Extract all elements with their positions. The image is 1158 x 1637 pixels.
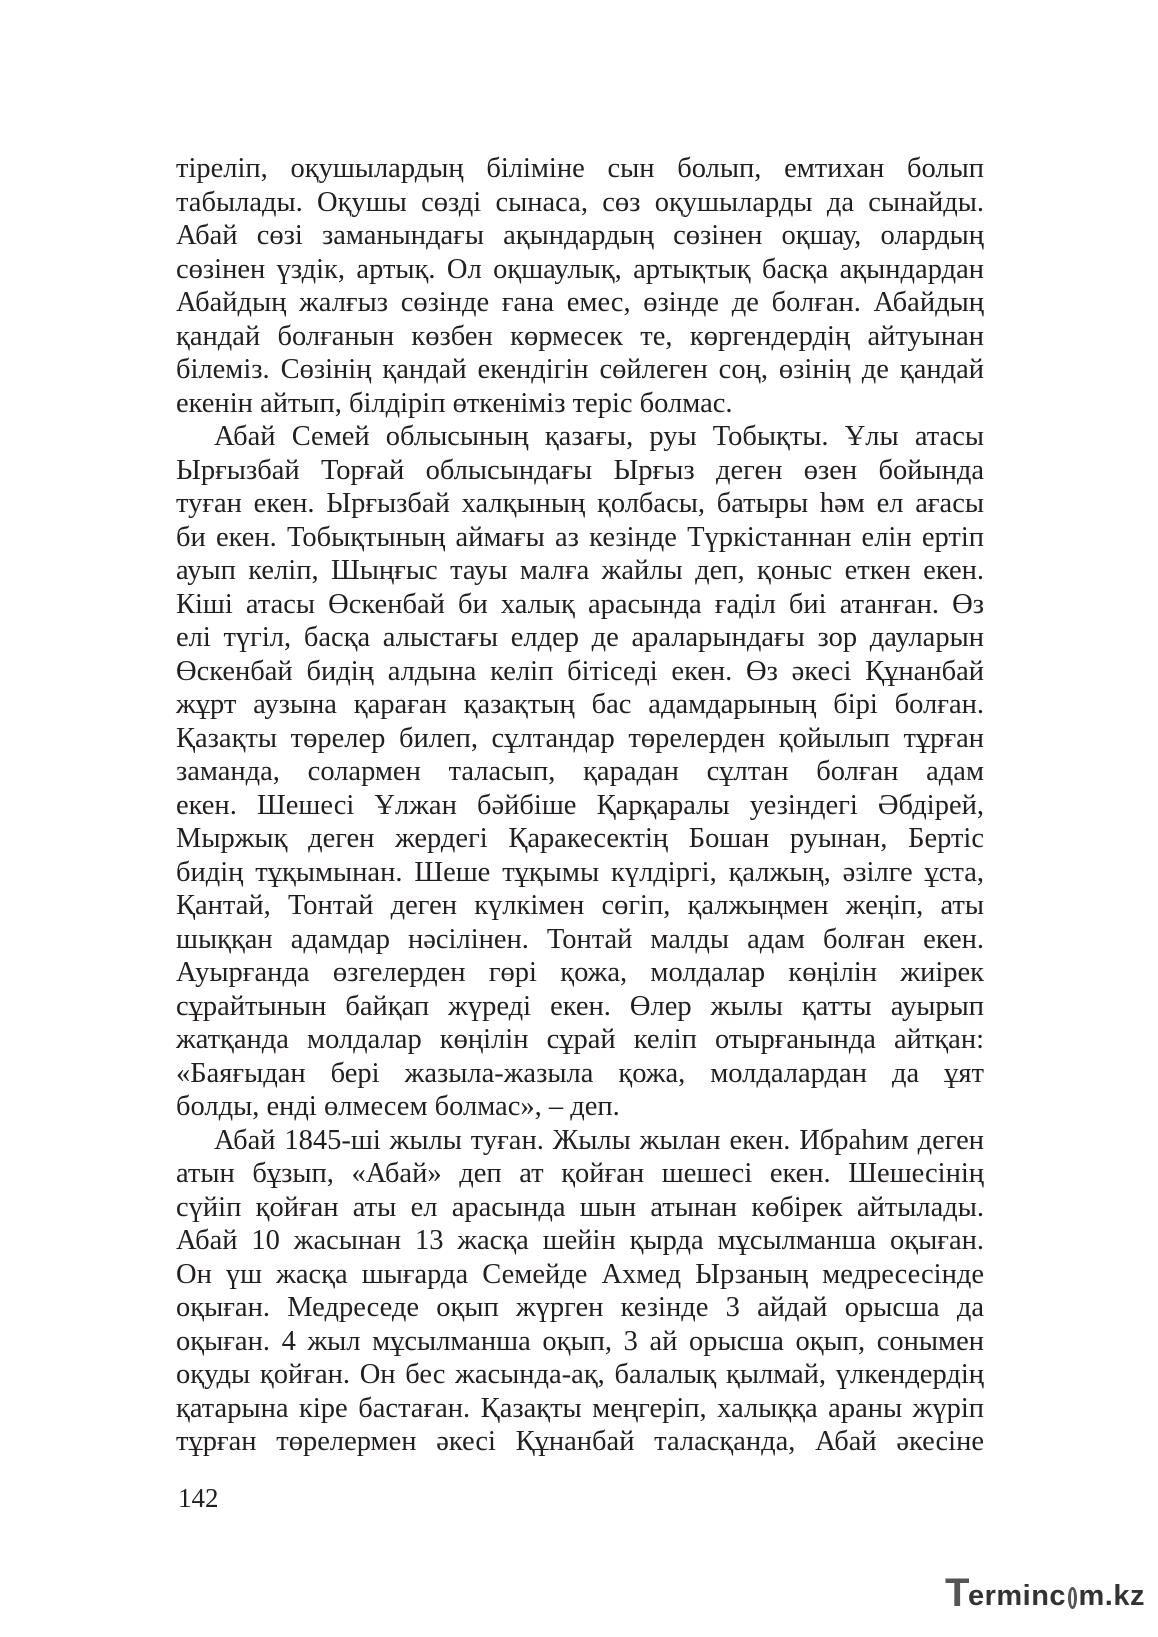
text-line: туған екен. Ырғызбай халқының қолбасы, батыры һәм ел ағасы	[176, 488, 984, 519]
text-line: Абай Семей облысының қазағы, руы Тобықты. Ұлы атасы	[214, 421, 984, 452]
text-line: Он үш жасқа шығарда Семейде Ахмед Ырзаның медресесінде	[176, 1258, 984, 1290]
text-line: оқыған. Медреседе оқып жүрген кезінде 3 айдай орысша да	[176, 1292, 984, 1323]
text-line: оқуды қойған. Он бес жасында-ақ, балалық қылмай, үлкендердің	[176, 1359, 984, 1390]
text-line: заманда, солармен таласып, қарадан сұлтан болған адам	[176, 756, 984, 787]
text-line: табылады. Оқушы сөзді сынаса, сөз оқушыларды да сынайды.	[176, 186, 984, 218]
text-line: сөзінен үздік, артық. Ол оқшаулық, артықтық басқа ақындардан	[176, 253, 984, 285]
text-line: жұрт аузына қараған қазақтың бас адамдарының бірі болған.	[176, 689, 984, 720]
watermark-text-part: erminc	[967, 1579, 1067, 1612]
watermark-o-icon	[1068, 1587, 1076, 1609]
text-line: «Баяғыдан бері жазыла-жазыла қожа, молдалардан да ұят	[176, 1057, 984, 1089]
text-line: қатарына кіре бастаған. Қазақты меңгеріп, халыққа араны жүріп	[176, 1392, 984, 1424]
text-line: Қантай, Тонтай деген күлкімен сөгіп, қалжыңмен жеңіп, аты	[176, 890, 984, 921]
text-line: бидің тұқымынан. Шеше тұқымы күлдіргі, қалжың, әзілге ұста,	[176, 856, 984, 888]
text-line: тіреліп, оқушылардың біліміне сын болып, емтихан болып	[176, 153, 984, 184]
text-line: Кіші атасы Өскенбай би халық арасында ғаділ биі атанған. Өз	[176, 588, 984, 620]
watermark-initial: T	[945, 1570, 970, 1615]
text-line: Абайдың жалғыз сөзінде ғана емес, өзінде де болған. Абайдың	[176, 287, 984, 318]
text-line: Мыржық деген жердегі Қаракесектің Бошан руынан, Бертіс	[176, 823, 984, 854]
text-line: білеміз. Сөзінің қандай екендігін сөйлеген соң, өзінің де қандай	[176, 354, 984, 385]
text-line: Өскенбай бидің алдына келіп бітіседі екен. Өз әкесі Құнанбай	[176, 655, 984, 687]
text-line: елі түгіл, басқа алыстағы елдер де араларындағы зор дауларын	[176, 622, 984, 653]
text-line: қандай болғанын көзбен көрмесек те, көргендердің айтуынан	[176, 320, 984, 352]
text-line: Абай сөзі заманындағы ақындардың сөзінен оқшау, олардың	[176, 220, 984, 251]
watermark-logo[interactable]	[945, 1571, 1145, 1621]
text-line: жатқанда молдалар көңілін сұрай келіп отырғанында айтқан:	[176, 1024, 984, 1055]
page-number: 142	[178, 1483, 219, 1513]
text-line: оқыған. 4 жыл мұсылманша оқып, 3 ай орысша оқып, сонымен	[176, 1325, 984, 1357]
text-line: болды, енді өлмесем болмас», – деп.	[176, 1091, 620, 1122]
text-line: тұрған төрелермен әкесі Құнанбай таласқанда, Абай әкесіне	[176, 1426, 984, 1457]
text-line: Абай 10 жасынан 13 жасқа шейін қырда мұсылманша оқыған.	[176, 1225, 984, 1256]
text-line: сүйіп қойған аты ел арасында шын атынан көбірек айтылады.	[176, 1191, 984, 1223]
text-line: Қазақты төрелер билеп, сұлтандар төрелерден қойылып тұрған	[176, 722, 984, 754]
text-line: атын бұзып, «Абай» деп ат қойған шешесі екен. Шешесінің	[176, 1158, 984, 1189]
text-line: би екен. Тобықтының аймағы аз кезінде Түркістаннан елін ертіп	[176, 521, 984, 553]
text-line: екенін айтып, білдіріп өткеніміз теріс болмас.	[176, 387, 733, 419]
text-line: ауып келіп, Шыңғыс тауы малға жайлы деп, қоныс еткен екен.	[176, 555, 984, 586]
body-text	[176, 152, 984, 1459]
text-line: Абай 1845-ші жылы туған. Жылы жылан екен. Ибраһим деген	[214, 1124, 984, 1156]
watermark-domain: m.kz	[1078, 1579, 1145, 1612]
text-line: екен. Шешесі Ұлжан бәйбіше Қарқаралы уезіндегі Әбдірей,	[176, 789, 984, 821]
text-line: Ырғызбай Торғай облысындағы Ырғыз деген өзен бойында	[176, 454, 984, 486]
text-line: Ауырғанда өзгелерден гөрі қожа, молдалар көңілін жиірек	[176, 957, 984, 988]
text-line: шыққан адамдар нәсілінен. Тонтай малды адам болған екен.	[176, 923, 984, 955]
text-line: сұрайтынын байқап жүреді екен. Өлер жылы қатты ауырып	[176, 990, 984, 1022]
